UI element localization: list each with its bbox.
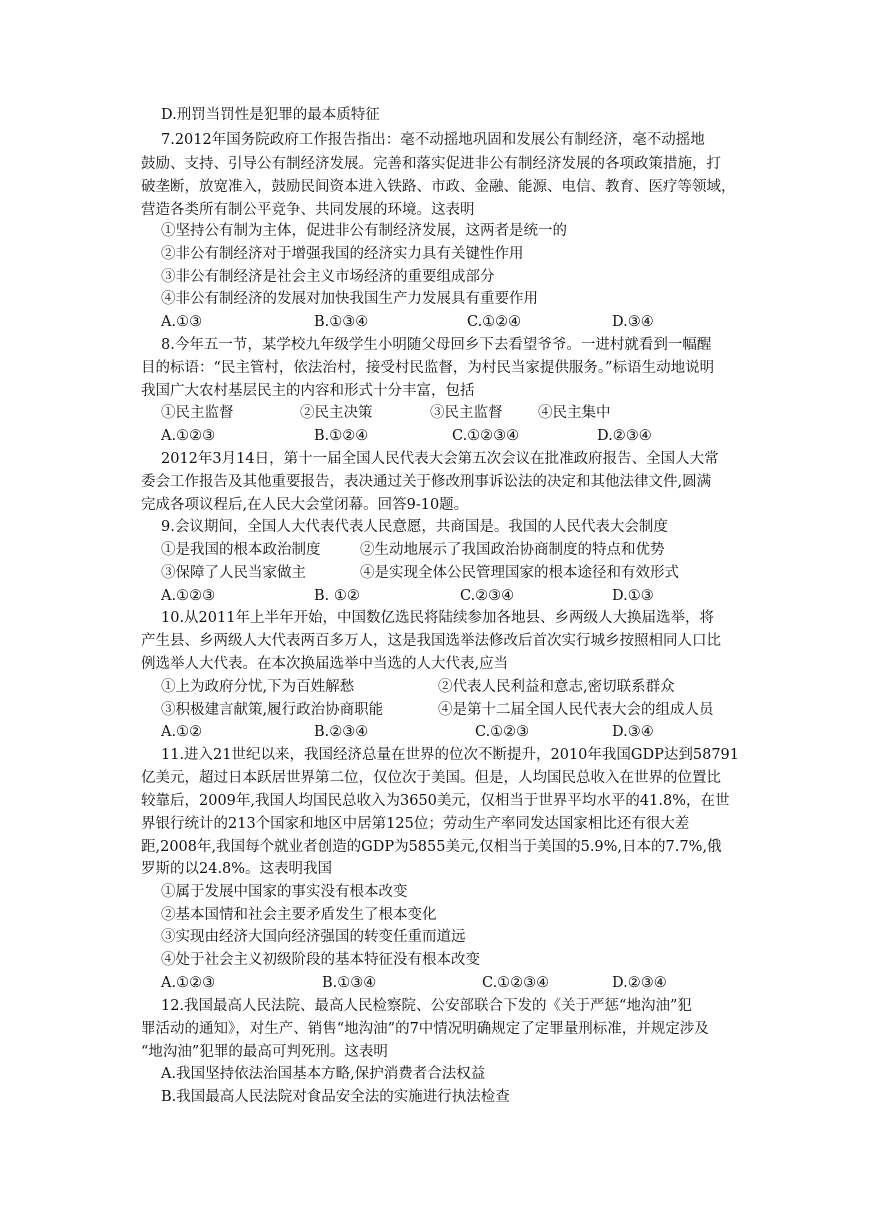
q8-option-b: B.①②④ xyxy=(314,428,369,444)
q7-stem-line: 鼓励、支持、引导公有制经济发展。完善和落实促进非公有制经济发展的各项政策措施，打 xyxy=(141,156,721,172)
q11-stem-line: 亿美元，超过日本跃居世界第二位，仅位次于美国。但是，人均国民总收入在世界的位置比 xyxy=(141,770,721,786)
q9-stem: 9.会议期间，全国人大代表代表人民意愿，共商国是。我国的人民代表大会制度 xyxy=(161,519,668,535)
q11-stem-line: 11.进入21世纪以来，我国经济总量在世界的位次不断提升，2010年我国GDP达到58791 xyxy=(161,747,740,763)
q8-item: ③民主监督 xyxy=(430,405,503,421)
q8-stem-line: 我国广大农村基层民主的内容和形式十分丰富，包括 xyxy=(141,383,475,399)
q9-options xyxy=(0,586,869,606)
q10-option-a: A.①② xyxy=(161,724,203,740)
q11-item: ②基本国情和社会主要矛盾发生了根本变化 xyxy=(161,907,437,923)
q12-stem-line: 罪活动的通知》，对生产、销售“地沟油”的7中情况明确规定了定罪量刑标准，并规定涉及 xyxy=(141,1021,709,1037)
q8-items xyxy=(0,403,869,423)
q9-option-b: B. ①② xyxy=(314,588,360,604)
q11-option-a: A.①②③ xyxy=(161,975,216,991)
q10-option-c: C.①②③ xyxy=(475,724,530,740)
q9-items-row xyxy=(0,540,869,560)
q8-options xyxy=(0,426,869,446)
q9-item: ②生动地展示了我国政治协商制度的特点和优势 xyxy=(360,542,665,558)
q12-option-b: B.我国最高人民法院对食品安全法的实施进行执法检查 xyxy=(161,1089,510,1105)
q7-stem-line: 7.2012年国务院政府工作报告指出：毫不动摇地巩固和发展公有制经济，毫不动摇地 xyxy=(161,132,705,148)
q10-item: ④是第十二届全国人民代表大会的组成人员 xyxy=(438,702,714,718)
q8-item: ①民主监督 xyxy=(161,405,234,421)
q11-item: ①属于发展中国家的事实没有根本改变 xyxy=(161,884,408,900)
q7-stem-line: 破垄断，放宽准入，鼓励民间资本进入铁路、市政、金融、能源、电信、教育、医疗等领域， xyxy=(141,179,736,195)
q10-items-row xyxy=(0,677,869,697)
q8-stem-line: 8.今年五一节，某学校九年级学生小明随父母回乡下去看望爷爷。一进村就看到一幅醒 xyxy=(161,337,712,353)
q7-item: ①坚持公有制为主体，促进非公有制经济发展，这两者是统一的 xyxy=(161,223,567,239)
q9-item: ③保障了人民当家做主 xyxy=(161,565,306,581)
q11-option-b: B.①③④ xyxy=(322,975,377,991)
q10-items-row xyxy=(0,700,869,720)
q7-stem-line: 营造各类所有制公平竞争、共同发展的环境。这表明 xyxy=(141,202,475,218)
q9-items-row xyxy=(0,563,869,583)
material-line: 2012年3月14日，第十一届全国人民代表大会第五次会议在批准政府报告、全国人大常 xyxy=(161,451,719,467)
q11-stem-line: 界银行统计的213个国家和地区中居第125位；劳动生产率同发达国家相比还有很大差 xyxy=(141,816,690,832)
q7-option-d: D.③④ xyxy=(612,314,654,330)
q8-option-d: D.②③④ xyxy=(597,428,652,444)
q12-stem-line: “地沟油”犯罪的最高可判死刑。这表明 xyxy=(141,1044,388,1060)
q11-option-d: D.②③④ xyxy=(612,975,667,991)
q11-options xyxy=(0,973,869,993)
q8-item: ②民主决策 xyxy=(300,405,373,421)
q7-options xyxy=(0,312,869,332)
q8-option-c: C.①②③④ xyxy=(452,428,520,444)
q10-option-b: B.②③④ xyxy=(314,724,369,740)
q11-item: ③实现由经济大国向经济强国的转变任重而道远 xyxy=(161,929,466,945)
q10-item: ③积极建言献策,履行政治协商职能 xyxy=(161,702,384,718)
q9-item: ④是实现全体公民管理国家的根本途径和有效形式 xyxy=(360,565,679,581)
q8-item: ④民主集中 xyxy=(538,405,611,421)
q7-option-c: C.①②④ xyxy=(467,314,522,330)
q9-option-a: A.①②③ xyxy=(161,588,216,604)
q6-option-d: D.刑罚当罚性是犯罪的最本质特征 xyxy=(161,107,380,123)
q7-item: ③非公有制经济是社会主义市场经济的重要组成部分 xyxy=(161,269,495,285)
q12-option-a: A.我国坚持依法治国基本方略,保护消费者合法权益 xyxy=(161,1066,486,1082)
q9-option-d: D.①③ xyxy=(612,588,654,604)
q7-option-b: B.①③④ xyxy=(314,314,369,330)
q10-stem-line: 例选举人大代表。在本次换届选举中当选的人大代表,应当 xyxy=(141,656,509,672)
q11-item: ④处于社会主义初级阶段的基本特征没有根本改变 xyxy=(161,952,480,968)
q10-stem-line: 产生县、乡两级人大代表两百多万人，这是我国选举法修改后首次实行城乡按照相同人口比 xyxy=(141,633,721,649)
q9-item: ①是我国的根本政治制度 xyxy=(161,542,321,558)
q10-option-d: D.③④ xyxy=(612,724,654,740)
q11-stem-line: 较靠后，2009年,我国人均国民总收入为3650美元，仅相当于世界平均水平的41.8%，在世 xyxy=(141,793,730,809)
q7-item: ④非公有制经济的发展对加快我国生产力发展具有重要作用 xyxy=(161,291,538,307)
q10-stem-line: 10.从2011年上半年开始，中国数亿选民将陆续参加各地县、乡两级人大换届选举，将 xyxy=(161,610,714,626)
q11-stem-line: 距,2008年,我国每个就业者创造的GDP为5855美元,仅相当于美国的5.9%,日本的7.7%,俄 xyxy=(141,839,722,855)
q10-item: ②代表人民利益和意志,密切联系群众 xyxy=(438,679,675,695)
q11-option-c: C.①②③④ xyxy=(482,975,550,991)
q11-stem-line: 罗斯的以24.8%。这表明我国 xyxy=(141,861,333,877)
q7-option-a: A.①③ xyxy=(161,314,203,330)
q10-item: ①上为政府分忧,下为百姓解愁 xyxy=(161,679,355,695)
material-line: 委会工作报告及其他重要报告，表决通过关于修改刑事诉讼法的决定和其他法律文件,圆满 xyxy=(141,474,712,490)
q9-option-c: C.②③④ xyxy=(460,588,515,604)
q12-stem-line: 12.我国最高人民法院、最高人民检察院、公安部联合下发的《关于严惩“地沟油”犯 xyxy=(161,998,692,1014)
q10-options xyxy=(0,722,869,742)
q8-option-a: A.①②③ xyxy=(161,428,216,444)
q8-stem-line: 目的标语：“民主管村，依法治村，接受村民监督，为村民当家提供服务。”标语生动地说明 xyxy=(141,360,715,376)
q7-item: ②非公有制经济对于增强我国的经济实力具有关键性作用 xyxy=(161,246,524,262)
material-line: 完成各项议程后,在人民大会堂闭幕。回答9-10题。 xyxy=(141,497,469,513)
